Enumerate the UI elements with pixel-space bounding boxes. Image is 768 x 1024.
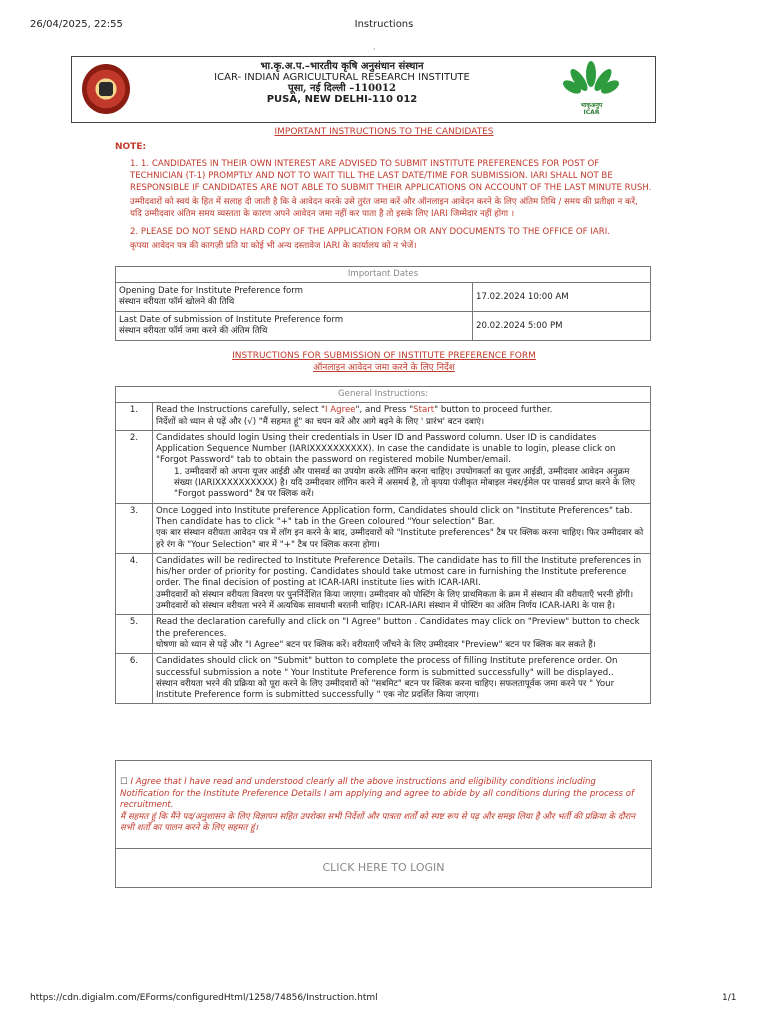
point-2-hindi: कृपया आवेदन पत्र की कागज़ी प्रति या कोई भी अन्य दस्तावेज IARI के कार्यालय को न भेजें।	[130, 241, 417, 251]
row-number: 3.	[116, 503, 153, 553]
table-row	[116, 283, 651, 312]
banner-hindi-address: पूसा, नई दिल्ली –110012	[288, 83, 396, 94]
point-1-hindi: उम्मीदवारों को स्वयं के हित में सलाह दी जाती है कि वे आवेदन करके उसे तुरंत जमा करें और ऑनलाइन आवेदन करने के लिए अंतिम तिथि / समय की प्रतीक्षा न करें, यदि उम्मीदवार अंतिम समय व्यस्तता के कारण अपने आवेदन जमा नहीं कर पाता है तो इसके लिए IARI जिम्मेदार नहीं होगा ।	[130, 197, 638, 219]
table-row	[116, 553, 651, 614]
banner-english-name: ICAR- INDIAN AGRICULTURAL RESEARCH INSTITUTE	[214, 72, 470, 83]
instruction-4-hindi: उम्मीदवारों को संस्थान वरीयता विवरण पर पुनर्निर्देशित किया जाएगा। उम्मीदवार को पोस्टिंग के लिए प्राथमिकता के क्रम में संस्थान की वरीयताएँ भरनी होंगी। उम्मीदवारों को संस्थान वरीयता भरने में अत्यधिक सावधानी बरतनी चाहिए। ICAR-IARI संस्थान में पोस्टिंग का अंतिम निर्णय ICAR-IARI के पास है।	[156, 589, 634, 612]
table-row	[116, 615, 651, 654]
banner-address: PUSA, NEW DELHI-110 012	[266, 94, 418, 105]
submission-title-hindi: ऑनलाइन आवेदन जमा करने के लिए निर्देश	[313, 363, 455, 373]
row-number: 2.	[116, 430, 153, 503]
agreement-text	[120, 777, 648, 835]
opening-date-label-hindi: संस्थान वरीयता फॉर्म खोलने की तिथि	[119, 297, 235, 307]
footer-url: https://cdn.digialm.com/EForms/configuredHtml/1258/74856/Instruction.html	[30, 993, 378, 1003]
submission-title-english: INSTRUCTIONS FOR SUBMISSION OF INSTITUTE PREFERENCE FORM	[232, 351, 536, 361]
instruction-3-hindi: एक बार संस्थान वरीयता आवेदन पत्र में लॉग इन करने के बाद, उम्मीदवारों को "Institute preferences" टैब पर क्लिक करना चाहिए। फिर उम्मीदवार को हरे रंग के "Your Selection" बार में "+" टैब पर क्लिक करना होगा।	[156, 528, 644, 550]
start-keyword: Start	[413, 405, 435, 416]
login-button[interactable]: CLICK HERE TO LOGIN	[322, 861, 445, 874]
i-agree-keyword: I Agree	[325, 405, 356, 416]
icar-logo-english: ICAR	[583, 109, 600, 116]
instruction-1-english: Read the Instructions carefully, select "I Agree", and Press "Start" button to proceed further.	[156, 405, 553, 416]
instruction-6-hindi: संस्थान वरीयता भरने की प्रक्रिया को पूरा करने के लिए उम्मीदवारों को "सबमिट" बटन पर क्लिक करना चाहिए। सफलतापूर्वक जमा करने पर " Your Institute Preference form is submitted successfully " एक नोट प्रदर्शित किया जाएगा।	[156, 678, 615, 701]
point-1-english: 1. 1. CANDIDATES IN THEIR OWN INTEREST ARE ADVISED TO SUBMIT INSTITUTE PREFERENCES FOR POST OF TECHNICIAN (T-1) PROMPTLY AND NOT TO WAIT TILL THE LAST DATE/TIME FOR SUBMISSION. IARI SHALL NOT BE RESPONSIBLE IF CANDIDATES ARE NOT ABLE TO SUBMIT THEIR APPLICATIONS ON ACCOUNT OF THE LAST MINUTE RUSH.	[130, 159, 652, 193]
table-row	[116, 654, 651, 704]
table-row	[116, 430, 651, 503]
row-number: 1.	[116, 403, 153, 431]
table-row	[116, 312, 651, 341]
last-date-label-hindi: संस्थान वरीयता फॉर्म जमा करने की अंतिम तिथि	[119, 326, 268, 336]
instruction-5-hindi: घोषणा को ध्यान से पढ़ें और "I Agree" बटन पर क्लिक करें। वरीयताएँ जाँचने के लिए उम्मीदवार "Preview" बटन पर क्लिक कर सकते हैं।	[156, 639, 596, 650]
opening-date-label: Opening Date for Institute Preference form	[119, 286, 304, 296]
row-number: 6.	[116, 654, 153, 704]
instruction-1-hindi: निर्देशों को ध्यान से पढ़ें और (√) "मैं सहमत हूं" का चयन करें और आगे बढ़ने के लिए ' प्रारंभ' बटन दबाएं।	[156, 416, 485, 427]
icar-logo-hindi: भाकृअनुप	[580, 102, 603, 109]
row-number: 5.	[116, 615, 153, 654]
row-number: 4.	[116, 553, 153, 614]
agree-checkbox[interactable]: ☐	[120, 777, 128, 787]
icar-logo-icon	[564, 59, 619, 119]
opening-date-value: 17.02.2024 10:00 AM	[473, 283, 651, 312]
agreement-panel	[115, 760, 652, 888]
instruction-6-english: Candidates should click on "Submit" button to complete the process of filling Institute preference order. On successful submission a note " Your Institute Preference form is submitted successfully" will be displayed..	[156, 656, 618, 678]
agreement-english: I Agree that I have read and understood clearly all the above instructions and eligibility conditions including Notification for the Institute Preference Details I am applying and agree to abide by all conditions during the process of recruitment.	[120, 777, 635, 810]
print-title: Instructions	[354, 19, 414, 30]
important-dates-table	[115, 266, 651, 341]
agreement-hindi: मैं सहमत हूं कि मैंने पद/अनुशासन के लिए विज्ञापन सहित उपरोक्त सभी निर्देशों और पात्रता शर्तों को स्पष्ट रूप से पढ़ और समझ लिया है और भर्ती की प्रक्रिया के दौरान सभी शर्तों का पालन करने के लिए सहमत हूं।	[120, 811, 636, 833]
instruction-2-hindi: 1. उम्मीदवारों को अपना यूजर आईडी और पासवर्ड का उपयोग करके लॉगिन करना चाहिए। उपयोगकर्ता का यूजर आईडी, उम्मीदवार आवेदन अनुक्रम संख्या (IARIXXXXXXXXXX) है। यदि उम्मीदवार लॉगिन करने में असमर्थ है, तो कृपया पंजीकृत मोबाइल नंबर/ईमेल पर पासवर्ड प्राप्त करने के लिए "Forgot password" टैब पर क्लिक करें।	[174, 466, 635, 500]
institute-banner	[71, 56, 656, 123]
submission-title	[0, 350, 768, 374]
print-datetime: 26/04/2025, 22:55	[30, 19, 123, 30]
general-instructions-table	[115, 386, 651, 704]
instruction-2-english: Candidates should login Using their credentials in User ID and Password column. User ID is candidates Application Sequence Number (IARIXXXXXXXXXX). In case the candidate is unable to login, please click on "Forgot Password" tab to obtain the password on registered mobile Number/email.	[156, 432, 616, 466]
instruction-5-english: Read the declaration carefully and click on "I Agree" button . Candidates may click on "Preview" button to check the preferences.	[156, 617, 640, 639]
table-row	[116, 403, 651, 431]
note-label: NOTE:	[115, 142, 147, 152]
last-date-label: Last Date of submission of Institute Preference form	[119, 315, 344, 325]
instruction-3-english: Once Logged into Institute preference Application form, Candidates should click on "Institute Preferences" tab. Then candidate has to click "+" tab in the Green coloured "Your selection" Bar.	[156, 505, 633, 527]
point-2-english: 2. PLEASE DO NOT SEND HARD COPY OF THE APPLICATION FORM OR ANY DOCUMENTS TO THE OFFICE OF IARI.	[130, 227, 610, 237]
general-heading: General Instructions:	[116, 387, 651, 403]
important-instructions-title: IMPORTANT INSTRUCTIONS TO THE CANDIDATES	[274, 127, 494, 137]
iari-logo-icon	[82, 64, 130, 114]
separator-dot: ·	[373, 45, 376, 54]
login-row	[116, 848, 651, 887]
last-date-value: 20.02.2024 5:00 PM	[473, 312, 651, 341]
table-row	[116, 503, 651, 553]
footer-page-number: 1/1	[722, 993, 737, 1003]
dates-heading: Important Dates	[116, 267, 651, 283]
important-points	[130, 158, 652, 254]
banner-text	[172, 61, 512, 105]
banner-hindi-name: भा.कृ.अ.प.–भारतीय कृषि अनुसंधान संस्थान	[260, 61, 424, 72]
instruction-4-english: Candidates will be redirected to Institute Preference Details. The candidate has to fill the Institute preferences in his/her order of priority for posting. Candidates should take utmost care in furnishing the Institute preference order. The final decision of posting at ICAR-IARI institute lies with ICAR-IARI.	[156, 555, 642, 589]
